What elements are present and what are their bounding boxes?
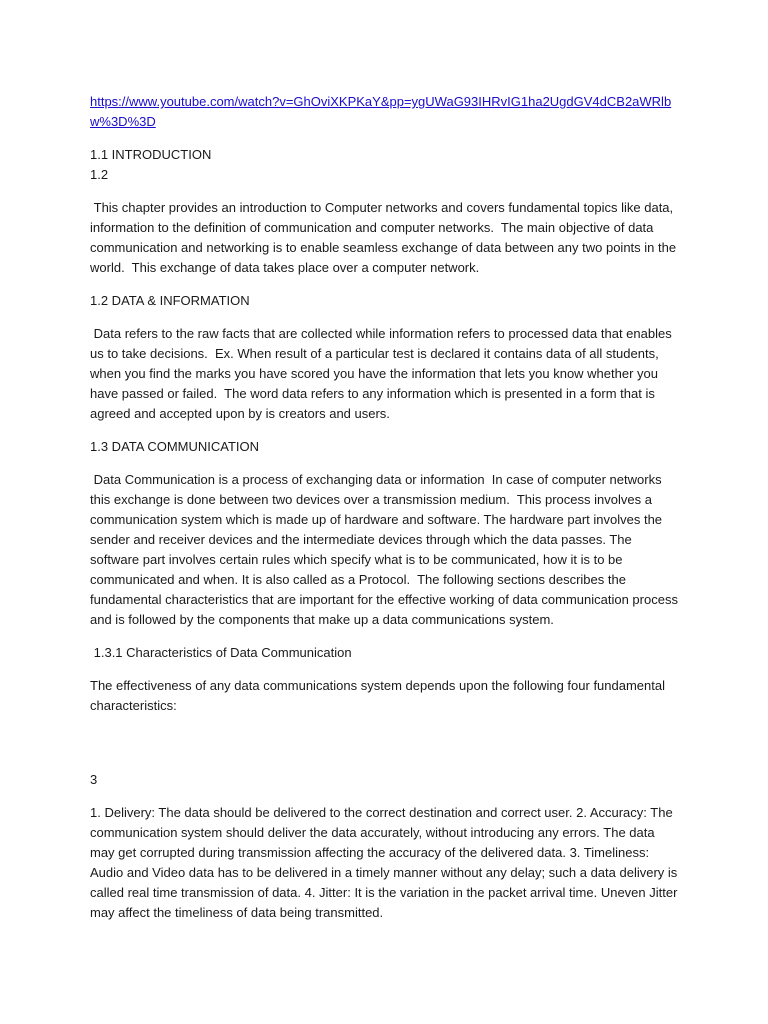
heading-data-communication: 1.3 DATA COMMUNICATION <box>90 439 260 454</box>
paragraph-introduction: This chapter provides an introduction to Computer networks and covers fundamental topics like data, information to the definition of communication and computer networks. The main objective of data communication and networking is to enable seamless exchange of data between any two points in the world. This exchange of data takes place over a computer network. <box>90 200 680 275</box>
paragraph-characteristics-list: 1. Delivery: The data should be delivered to the correct destination and correct user. 2. Accuracy: The communication system should deliver the data accurately, without introducing any errors. The data may get corrupted during transmission affecting the accuracy of the delivered data. 3. Timeliness: Audio and Video data has to be delivered in a timely manner without any delay; such a data delivery is called real time transmission of data. 4. Jitter: It is the variation in the packet arrival time. Uneven Jitter may affect the timeliness of data being transmitted. <box>90 805 678 920</box>
heading-1-2: 1.2 <box>90 167 109 182</box>
youtube-link[interactable]: https://www.youtube.com/watch?v=GhOviXKPKaY&pp=ygUWaG93IHRvIG1ha2UgdGV4dCB2aWRlbw%3D%3D <box>90 94 672 129</box>
paragraph-data-information: Data refers to the raw facts that are collected while information refers to processed data that enables us to take decisions. Ex. When result of a particular test is declared it contains data of all students, when you find the marks you have scored you have the information that lets you know whether you have passed or failed. The word data refers to any information which is presented in a form that is agreed and accepted upon by is creators and users. <box>90 326 676 421</box>
paragraph-effectiveness: The effectiveness of any data communications system depends upon the following four fundamental characteristics: <box>90 678 665 713</box>
paragraph-data-communication: Data Communication is a process of exchanging data or information In case of computer networks this exchange is done between two devices over a transmission medium. This process involves a communication system which is made up of hardware and software. The hardware part involves the sender and receiver devices and the intermediate devices through which the data passes. The software part involves certain rules which specify what is to be communicated, how it is to be communicated and when. It is also called as a Protocol. The following sections describes the fundamental characteristics that are important for the effective working of data communication process and is followed by the components that make up a data communications system. <box>90 472 682 627</box>
page-number: 3 <box>90 772 98 787</box>
heading-characteristics: 1.3.1 Characteristics of Data Communication <box>90 645 352 660</box>
heading-introduction: 1.1 INTRODUCTION <box>90 147 212 162</box>
heading-data-information: 1.2 DATA & INFORMATION <box>90 293 250 308</box>
document-page <box>90 92 682 923</box>
